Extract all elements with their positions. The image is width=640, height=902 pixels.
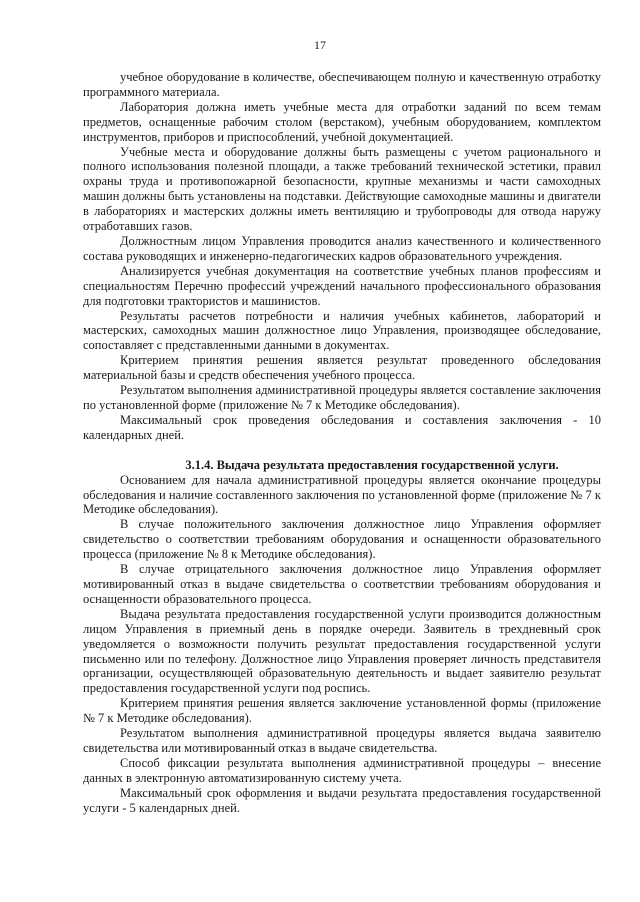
paragraph: Анализируется учебная документация на соответствие учебных планов профессиям и специальностям Перечню профессий учреждений начального профессионального образования для подготовки трактористов и машинистов.: [83, 263, 601, 308]
paragraph: Результатом выполнения административной процедуры является составление заключения по установленной форме (приложение № 7 к Методике обследования).: [83, 383, 601, 412]
paragraph: Лаборатория должна иметь учебные места для отработки заданий по всем темам предметов, оснащенные рабочим столом (верстаком), учебным оборудованием, комплектом инструментов, приборов и приспособлений, учебной документацией.: [83, 99, 601, 144]
paragraph: Результатом выполнения административной процедуры является выдача заявителю свидетельства или мотивированный отказ в выдаче свидетельства.: [83, 726, 601, 755]
paragraph: Критерием принятия решения является результат проведенного обследования материальной базы и средств обеспечения учебного процесса.: [83, 353, 601, 383]
paragraph: Основанием для начала административной процедуры является окончание процедуры обследования и наличие составленного заключения по установленной форме (приложение № 7 к Методике обследования).: [83, 472, 601, 517]
paragraph: Критерием принятия решения является заключение установленной формы (приложение № 7 к Методике обследования).: [83, 696, 601, 726]
paragraph: В случае положительного заключения должностное лицо Управления оформляет свидетельство о соответствии требованиям оборудования и оснащенности образовательного процесса (приложение № 8 к Методике обследования).: [83, 517, 601, 562]
paragraph: учебное оборудование в количестве, обеспечивающем полную и качественную отработку программного материала.: [83, 70, 601, 99]
paragraph: В случае отрицательного заключения должностное лицо Управления оформляет мотивированный отказ в выдаче свидетельства о соответствии требованиям оборудования и оснащенности образовательного процесса.: [83, 562, 601, 606]
paragraph: Должностным лицом Управления проводится анализ качественного и количественного состава руководящих и инженерно-педагогических кадров образовательного учреждения.: [83, 233, 601, 263]
paragraph: Результаты расчетов потребности и наличия учебных кабинетов, лабораторий и мастерских, самоходных машин должностное лицо Управления, производящее обследование, сопоставляет с представленными данными в документах.: [83, 308, 601, 353]
paragraph: Максимальный срок проведения обследования и составления заключения - 10 календарных дней.: [83, 412, 601, 442]
section-heading: 3.1.4. Выдача результата предоставления государственной услуги.: [185, 457, 559, 472]
page-number: 17: [314, 38, 326, 52]
paragraph: Максимальный срок оформления и выдачи результата предоставления государственной услуги - 5 календарных дней.: [83, 785, 601, 815]
document-body: [83, 70, 601, 816]
paragraph: Выдача результата предоставления государственной услуги производится должностным лицом Управления в приемный день в порядке очереди. Заявитель в трехдневный срок уведомляется о возможности получить результат предоставления государственной услуги письменно или по телефону. Должностное лицо Управления проверяет личность представителя организации, осуществляющей образовательную деятельность и выдает заявителю результат предоставления государственной услуги под роспись.: [83, 606, 601, 696]
paragraph: Учебные места и оборудование должны быть размещены с учетом рационального и полного использования полезной площади, а также требований технической эстетики, правил охраны труда и противопожарной безопасности, крупные механизмы и части самоходных машин должны быть установлены на подставки. Действующие самоходные машины и двигатели в лабораториях и мастерских должны иметь вентиляцию и трубопроводы для отвода наружу отработавших газов.: [83, 144, 601, 234]
paragraph: Способ фиксации результата выполнения административной процедуры – внесение данных в электронную автоматизированную систему учета.: [83, 755, 601, 785]
